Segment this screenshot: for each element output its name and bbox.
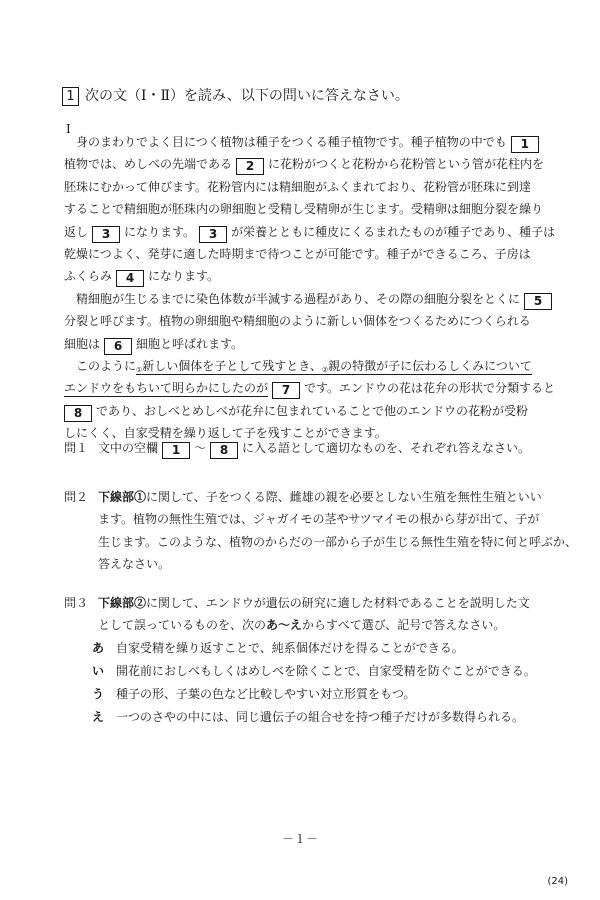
passage-line: 精細胞が生じるまでに染色体数が半減する過程があり、その際の細胞分裂をとくに 5 [64,288,554,310]
option-i: い 開花前におしべもしくはめしべを除くことで、自家受精を防ぐことができる。 [92,664,536,678]
passage-line: 乾燥につよく、発芽に適した時期まで待つことが可能です。種子ができるころ、子房は [64,246,531,261]
blank-box-4: 4 [116,270,144,287]
blank-box-7: 7 [272,382,300,399]
underline-1: ①新しい個体を子として残すとき、 [136,358,322,374]
page-code: (24) [547,876,568,887]
blank-box-ref-8: 8 [210,442,238,459]
question-3-label: 問３ [64,596,89,610]
passage-line: 細胞は 6 細胞と呼ばれます。 [64,336,244,353]
question-3: 下線部②に関して、エンドウが遺伝の研究に適した材料であることを説明した文 として誤っているものを、次のあ～えからすべて選び、記号で答えなさい。 [98,596,530,633]
passage-line: 分裂と呼びます。植物の卵細胞や精細胞のように新しい個体をつくるためにつくられる [64,314,531,329]
blank-box-1: 1 [511,136,539,153]
blank-box-3: 3 [92,226,120,243]
passage-line: このように①新しい個体を子として残すとき、②親の特徴が子に伝わるしくみについて [76,358,532,374]
blank-box-ref-1: 1 [162,442,190,459]
question-instruction: 次の文（Ⅰ・Ⅱ）を読み、以下の問いに答えなさい。 [85,88,409,104]
passage-line: することで精細胞が胚珠内の卵細胞と受精し受精卵が生じます。受精卵は細胞分裂を繰り [64,202,544,217]
passage [64,131,554,444]
blank-box-5: 5 [524,293,552,310]
question-number-box: 1 [62,87,79,106]
q2-underline-ref: 下線部① [98,490,147,504]
blank-box-8: 8 [64,405,92,422]
passage-line: 身のまわりでよく目につく植物は種子をつくる種子植物です。種子植物の中でも 1 [64,131,554,153]
passage-line: 胚珠にむかって伸びます。花粉管内には精細胞がふくまれており、花粉管が胚珠に到達 [64,179,532,194]
option-e: え 一つのさやの中には、同じ遺伝子の組合せを持つ種子だけが多数得られる。 [92,710,525,724]
passage-line: 返し 3 になります。 3 が栄養とともに種皮にくるまれたものが種子であり、種子は [64,224,556,241]
passage-line: 8 であり、おしべとめしべが花弁に包まれていることで他のエンドウの花粉が受粉 [64,400,554,422]
question-1-label: 問１ [64,441,89,455]
question-2: 下線部①に関して、子をつくる際、雌雄の親を必要としない生殖を無性生殖といい ます。植物の無性生殖では、ジャガイモの茎やサツマイモの根から芽が出て、子が 生じます。このような、植物のからだの一部から子が生じる無性生殖を特に何と呼ぶか、 答えなさい。 [98,490,578,572]
blank-box-2: 2 [236,158,264,175]
page-number: －１－ [281,832,318,846]
section-label: Ⅰ [66,122,71,136]
option-u: う 種子の形、子葉の色など比較しやすい対立形質をもつ。 [92,687,416,701]
option-a: あ 自家受精を繰り返すことで、純系個体だけを得ることができる。 [92,641,464,655]
question-1: 問１ 文中の空欄 1 ～ 8 に入る語として適切なものを、それぞれ答えなさい。 [64,437,530,459]
passage-line: しにくく、自家受精を繰り返して子を残すことができます。 [64,426,387,441]
question-2-label: 問２ [64,490,89,504]
passage-line: 植物では、めしべの先端である 2 に花粉がつくと花粉から花粉管という管が花柱内を [64,157,545,174]
question-header [62,86,409,106]
underline-2-cont: エンドウをもちいて明らかにしたのが [64,381,269,396]
passage-line: ふくらみ 4 になります。 [64,269,220,286]
passage-line: エンドウをもちいて明らかにしたのが 7 です。エンドウの花は花弁の形状で分類すると [64,381,556,398]
blank-box-3b: 3 [199,226,227,243]
q3-underline-ref: 下線部② [98,596,147,610]
blank-box-6: 6 [104,338,132,355]
underline-2: ②親の特徴が子に伝わるしくみについて [321,358,532,374]
